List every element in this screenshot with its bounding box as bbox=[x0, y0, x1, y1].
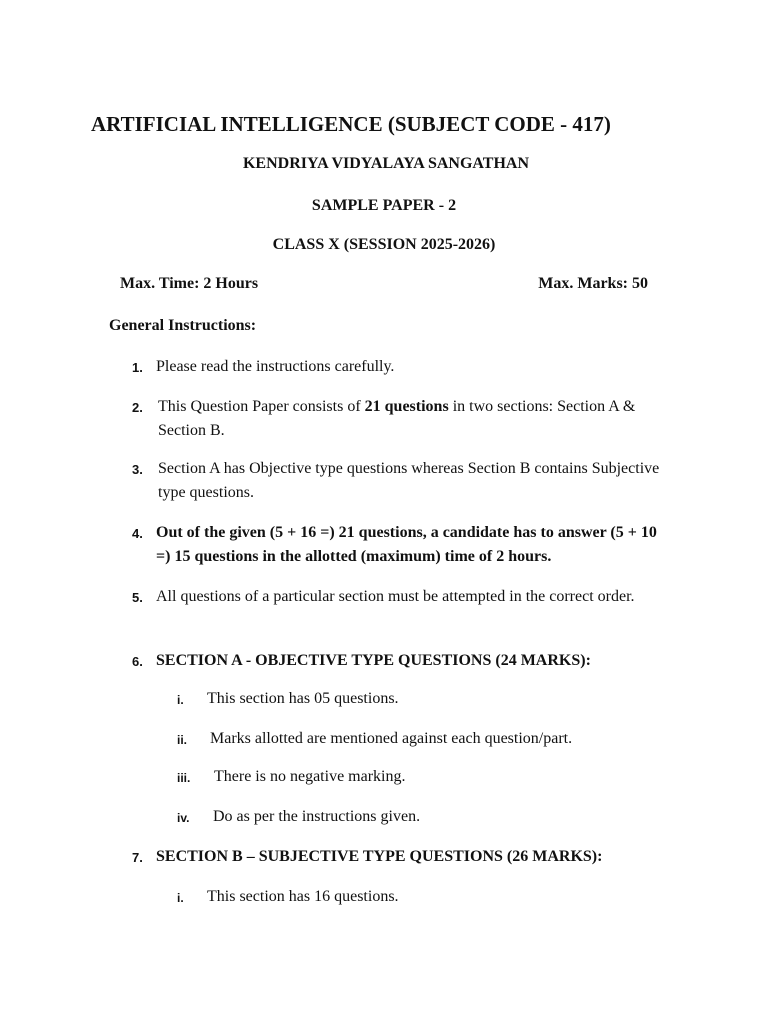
class-session: CLASS X (SESSION 2025-2026) bbox=[272, 236, 496, 253]
item-text: Section A has Objective type questions whereas Section B contains Subjective type questions. bbox=[158, 460, 660, 501]
sub-item-text: There is no negative marking. bbox=[214, 768, 406, 785]
instruction-item bbox=[132, 585, 672, 610]
item-text-post: in two sections: Section A & Section B. bbox=[158, 398, 636, 439]
sub-item bbox=[177, 805, 657, 830]
organization-name: KENDRIYA VIDYALAYA SANGATHAN bbox=[242, 155, 529, 172]
item-number: 5. bbox=[132, 590, 143, 605]
sub-item-text: Marks allotted are mentioned against each question/part. bbox=[210, 730, 573, 747]
sub-item-number: i. bbox=[177, 891, 184, 905]
sub-item-number: ii. bbox=[177, 733, 188, 747]
sub-item bbox=[177, 687, 657, 712]
item-number: 4. bbox=[132, 526, 143, 541]
item-text: Please read the instructions carefully. bbox=[156, 358, 395, 375]
item-number: 7. bbox=[132, 850, 143, 865]
instruction-item bbox=[132, 355, 672, 380]
item-number: 1. bbox=[132, 360, 143, 375]
max-marks: Max. Marks: 50 bbox=[538, 275, 648, 292]
sub-item bbox=[177, 765, 657, 790]
sub-item bbox=[177, 727, 657, 752]
sub-item-text: This section has 05 questions. bbox=[207, 690, 399, 707]
sub-item-number: i. bbox=[177, 693, 184, 707]
item-number: 6. bbox=[132, 654, 143, 669]
instruction-item bbox=[132, 395, 672, 443]
instruction-item bbox=[132, 457, 672, 505]
sub-item bbox=[177, 885, 657, 910]
item-number: 2. bbox=[132, 400, 143, 415]
item-text-bold: 21 questions bbox=[364, 398, 449, 415]
item-text: SECTION B – SUBJECTIVE TYPE QUESTIONS (26 MARKS): bbox=[156, 848, 603, 865]
document-title: ARTIFICIAL INTELLIGENCE (SUBJECT CODE - 417) bbox=[91, 112, 611, 136]
item-text bbox=[158, 395, 672, 443]
instruction-item bbox=[132, 521, 672, 569]
instruction-item bbox=[132, 845, 672, 870]
paper-name: SAMPLE PAPER - 2 bbox=[311, 197, 457, 214]
sub-item-number: iv. bbox=[177, 811, 190, 825]
item-text: SECTION A - OBJECTIVE TYPE QUESTIONS (24 MARKS): bbox=[156, 652, 591, 669]
instructions-heading: General Instructions: bbox=[109, 317, 257, 334]
item-text: Out of the given (5 + 16 =) 21 questions, a candidate has to answer (5 + 10 =) 15 questions in the allotted (maximum) time of 2 hours. bbox=[156, 524, 657, 565]
sub-item-text: This section has 16 questions. bbox=[207, 888, 399, 905]
item-number: 3. bbox=[132, 462, 143, 477]
item-text-pre: This Question Paper consists of bbox=[158, 398, 365, 415]
time-marks-row bbox=[120, 275, 648, 293]
item-text: All questions of a particular section must be attempted in the correct order. bbox=[156, 588, 635, 605]
sub-item-text: Do as per the instructions given. bbox=[213, 808, 421, 825]
max-time: Max. Time: 2 Hours bbox=[120, 275, 259, 292]
sub-item-number: iii. bbox=[177, 771, 191, 785]
instruction-item bbox=[132, 649, 672, 674]
